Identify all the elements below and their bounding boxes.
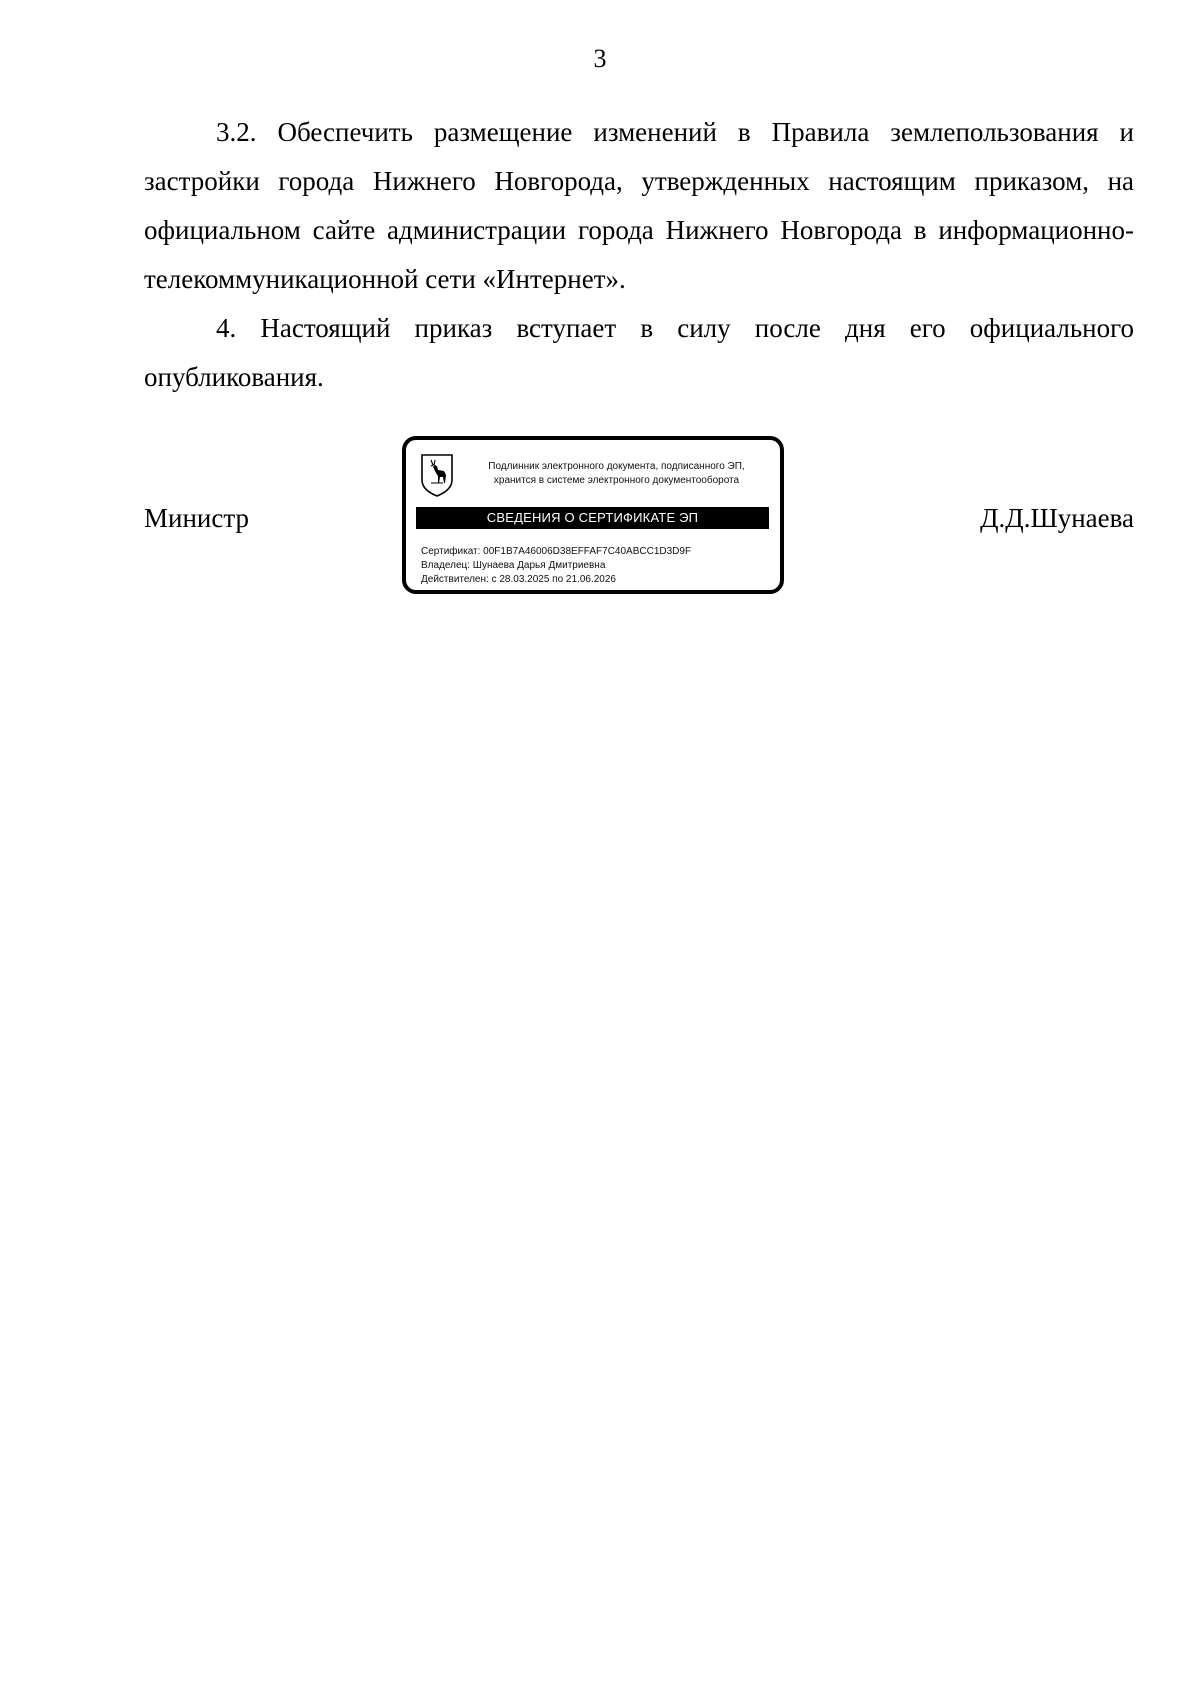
certificate-info-bar: СВЕДЕНИЯ О СЕРТИФИКАТЕ ЭП	[416, 507, 769, 529]
deer-emblem-icon	[419, 452, 455, 498]
stamp-header-line: Подлинник электронного документа, подписанного ЭП,	[488, 461, 745, 472]
paragraph-4: 4. Настоящий приказ вступает в силу после дня его официального опубликования.	[144, 313, 1134, 392]
electronic-signature-stamp	[402, 436, 784, 594]
page-number: 3	[593, 44, 607, 73]
document-body	[144, 108, 1134, 402]
certificate-details	[421, 545, 772, 587]
signatory-title: Министр	[144, 503, 249, 533]
signatory-name: Д.Д.Шунаева	[980, 503, 1134, 533]
certificate-validity: Действителен: с 28.03.2025 по 21.06.2026	[421, 574, 616, 585]
stamp-header-line: хранится в системе электронного документооборота	[493, 475, 740, 486]
certificate-owner: Владелец: Шунаева Дарья Дмитриевна	[421, 560, 606, 571]
paragraph-3-2: 3.2. Обеспечить размещение изменений в Правила землепользования и застройки города Нижнего Новгорода, утвержденных настоящим приказом, на официальном сайте администрации города Нижнего Новгорода в информационно-телекоммуникационной сети «Интернет».	[144, 117, 1134, 294]
certificate-number: Сертификат: 00F1B7A46006D38EFFAF7C40ABCC1D3D9F	[421, 546, 692, 557]
stamp-header	[461, 460, 772, 488]
